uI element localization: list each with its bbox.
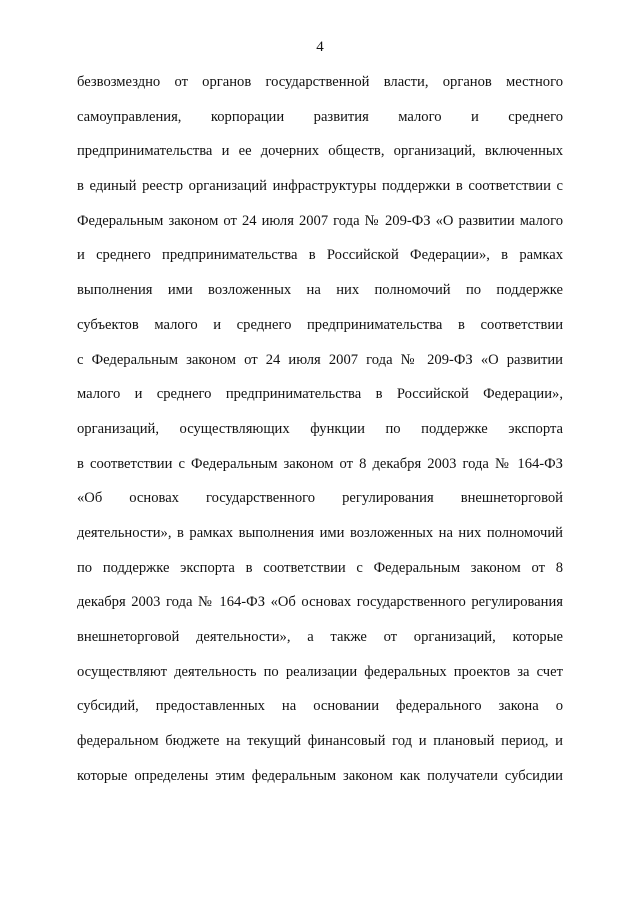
text-line: субсидий, предоставленных на основании федерального закона о: [77, 698, 563, 715]
text-line: в соответствии с Федеральным законом от 8 декабря 2003 года № 164-ФЗ: [77, 455, 563, 472]
text-line: субъектов малого и среднего предпринимательства в соответствии: [77, 316, 563, 333]
text-line: декабря 2003 года № 164-ФЗ «Об основах государственного регулирования: [77, 594, 563, 611]
body-paragraph: [77, 73, 563, 801]
text-line: осуществляют деятельность по реализации федеральных проектов за счет: [77, 663, 563, 680]
text-line: «Об основах государственного регулирования внешнеторговой: [77, 490, 563, 507]
text-line: внешнеторговой деятельности», а также от организаций, которые: [77, 629, 563, 645]
text-line: организаций, осуществляющих функции по поддержке экспорта: [77, 420, 563, 437]
text-line: которые определены этим федеральным законом как получатели субсидии: [77, 767, 563, 784]
text-line: по поддержке экспорта в соответствии с Федеральным законом от 8: [77, 559, 563, 576]
text-line: малого и среднего предпринимательства в Российской Федерации»,: [77, 386, 563, 403]
text-line: безвозмездно от органов государственной власти, органов местного: [77, 74, 563, 90]
text-line: самоуправления, корпорации развития малого и среднего: [77, 108, 563, 125]
text-line: предпринимательства и ее дочерних обществ, организаций, включенных: [77, 143, 563, 160]
text-line: Федеральным законом от 24 июля 2007 года № 209-ФЗ «О развитии малого: [77, 212, 563, 229]
text-line: в единый реестр организаций инфраструктуры поддержки в соответствии с: [77, 178, 563, 195]
text-line: выполнения ими возложенных на них полномочий по поддержке: [77, 282, 563, 299]
text-line: федеральном бюджете на текущий финансовый год и плановый период, и: [77, 733, 563, 750]
text-line: с Федеральным законом от 24 июля 2007 года № 209-ФЗ «О развитии: [77, 351, 563, 368]
text-line: и среднего предпринимательства в Российской Федерации», в рамках: [77, 247, 563, 264]
page-number: 4: [316, 39, 324, 55]
text-line: деятельности», в рамках выполнения ими возложенных на них полномочий: [77, 524, 563, 541]
